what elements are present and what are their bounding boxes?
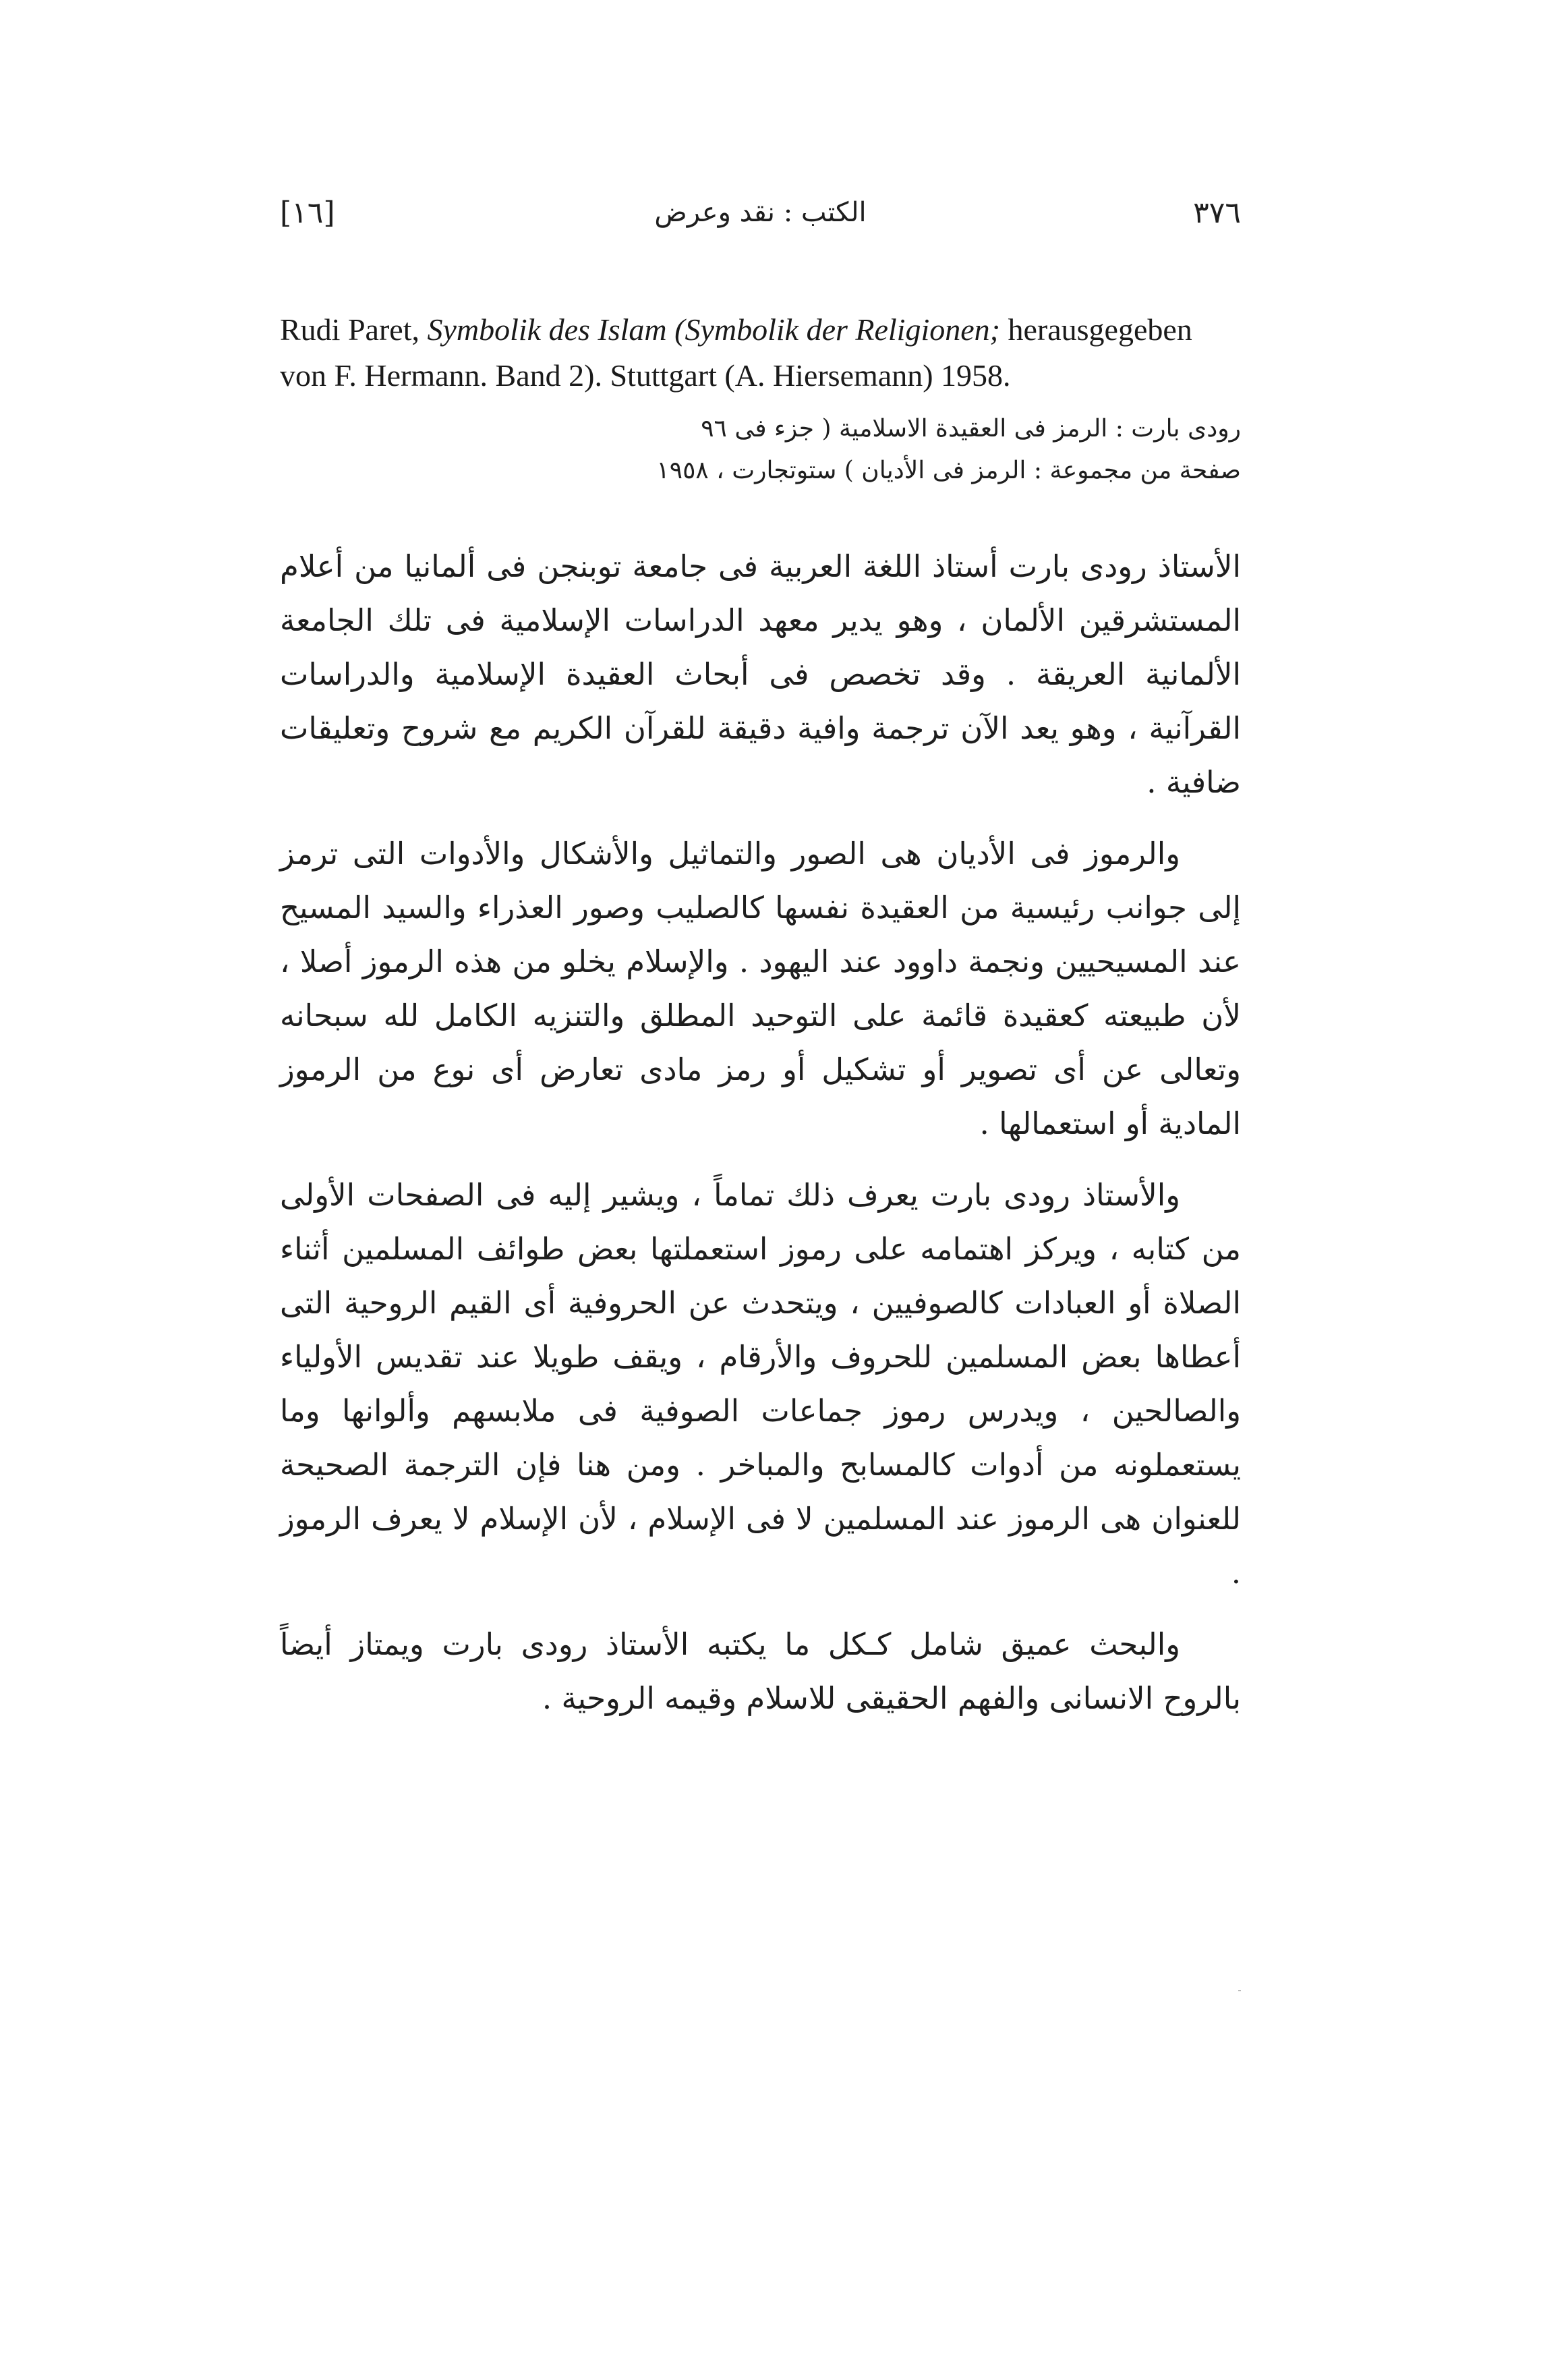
arabic-citation <box>499 408 1241 492</box>
citation-author: Rudi Paret, <box>280 312 428 347</box>
arabic-citation-line: صفحة من مجموعة : الرمز فى الأديان ) ستوتجارت ، ١٩٥٨ <box>656 457 1241 484</box>
citation-publication: herausgegeben von F. Hermann. Band 2). Stuttgart (A. Hiersemann) 1958. <box>280 312 1192 393</box>
scan-mark <box>1238 1990 1241 1991</box>
citation-title: Symbolik des Islam (Symbolik der Religionen; <box>427 312 1000 347</box>
page-number: ٣٧٦ <box>1193 196 1241 230</box>
paragraph: والبحث عميق شامل كـكل ما يكتبه الأستاذ رودى بارت ويمتاز أيضاً بالروح الانسانى والفهم الحقيقى للاسلام وقيمه الروحية . <box>280 1626 1241 1716</box>
section-reference: [١٦] <box>280 196 335 230</box>
arabic-citation-line: رودى بارت : الرمز فى العقيدة الاسلامية ( جزء فى ٩٦ <box>701 415 1241 443</box>
bibliographic-citation <box>280 307 1241 399</box>
paragraph: والأستاذ رودى بارت يعرف ذلك تماماً ، ويشير إليه فى الصفحات الأولى من كتابه ، ويركز اهتمامه على رموز استعملتها بعض طوائف المسلمين أثناء الصلاة أو العبادات كالصوفيين ، ويتحدث عن الحروفية أى القيم الروحية التى أعطاها بعض المسلمين للحروف والأرقام ، ويقف طويلا عند تقديس الأولياء والصالحين ، ويدرس رموز جماعات الصوفية فى ملابسهم وألوانها وما يستعملونه من أدوات كالمسابح والمباخر . ومن هنا فإن الترجمة الصحيحة للعنوان هى الرموز عند المسلمين لا فى الإسلام ، لأن الإسلام لا يعرف الرموز . <box>280 1177 1241 1591</box>
review-body <box>280 540 1241 1743</box>
running-title: الكتب : نقد وعرض <box>654 197 867 228</box>
paragraph: والرموز فى الأديان هى الصور والتماثيل والأشكال والأدوات التى ترمز إلى جوانب رئيسية من العقيدة نفسها كالصليب وصور العذراء والسيد المسيح عند المسيحيين ونجمة داوود عند اليهود . والإسلام يخلو من هذه الرموز أصلا ، لأن طبيعته كعقيدة قائمة على التوحيد المطلق والتنزيه الكامل لله سبحانه وتعالى عن أى تصوير أو تشكيل أو رمز مادى تعارض أى نوع من الرموز المادية أو استعمالها . <box>280 836 1241 1141</box>
paragraph: الأستاذ رودى بارت أستاذ اللغة العربية فى جامعة توبنجن فى ألمانيا من أعلام المستشرقين الألمان ، وهو يدير معهد الدراسات الإسلامية فى تلك الجامعة الألمانية العريقة . وقد تخصص فى أبحاث العقيدة الإسلامية والدراسات القرآنية ، وهو يعد الآن ترجمة وافية دقيقة للقرآن الكريم مع شروح وتعليقات ضافية . <box>280 548 1241 800</box>
running-header <box>280 189 1241 250</box>
